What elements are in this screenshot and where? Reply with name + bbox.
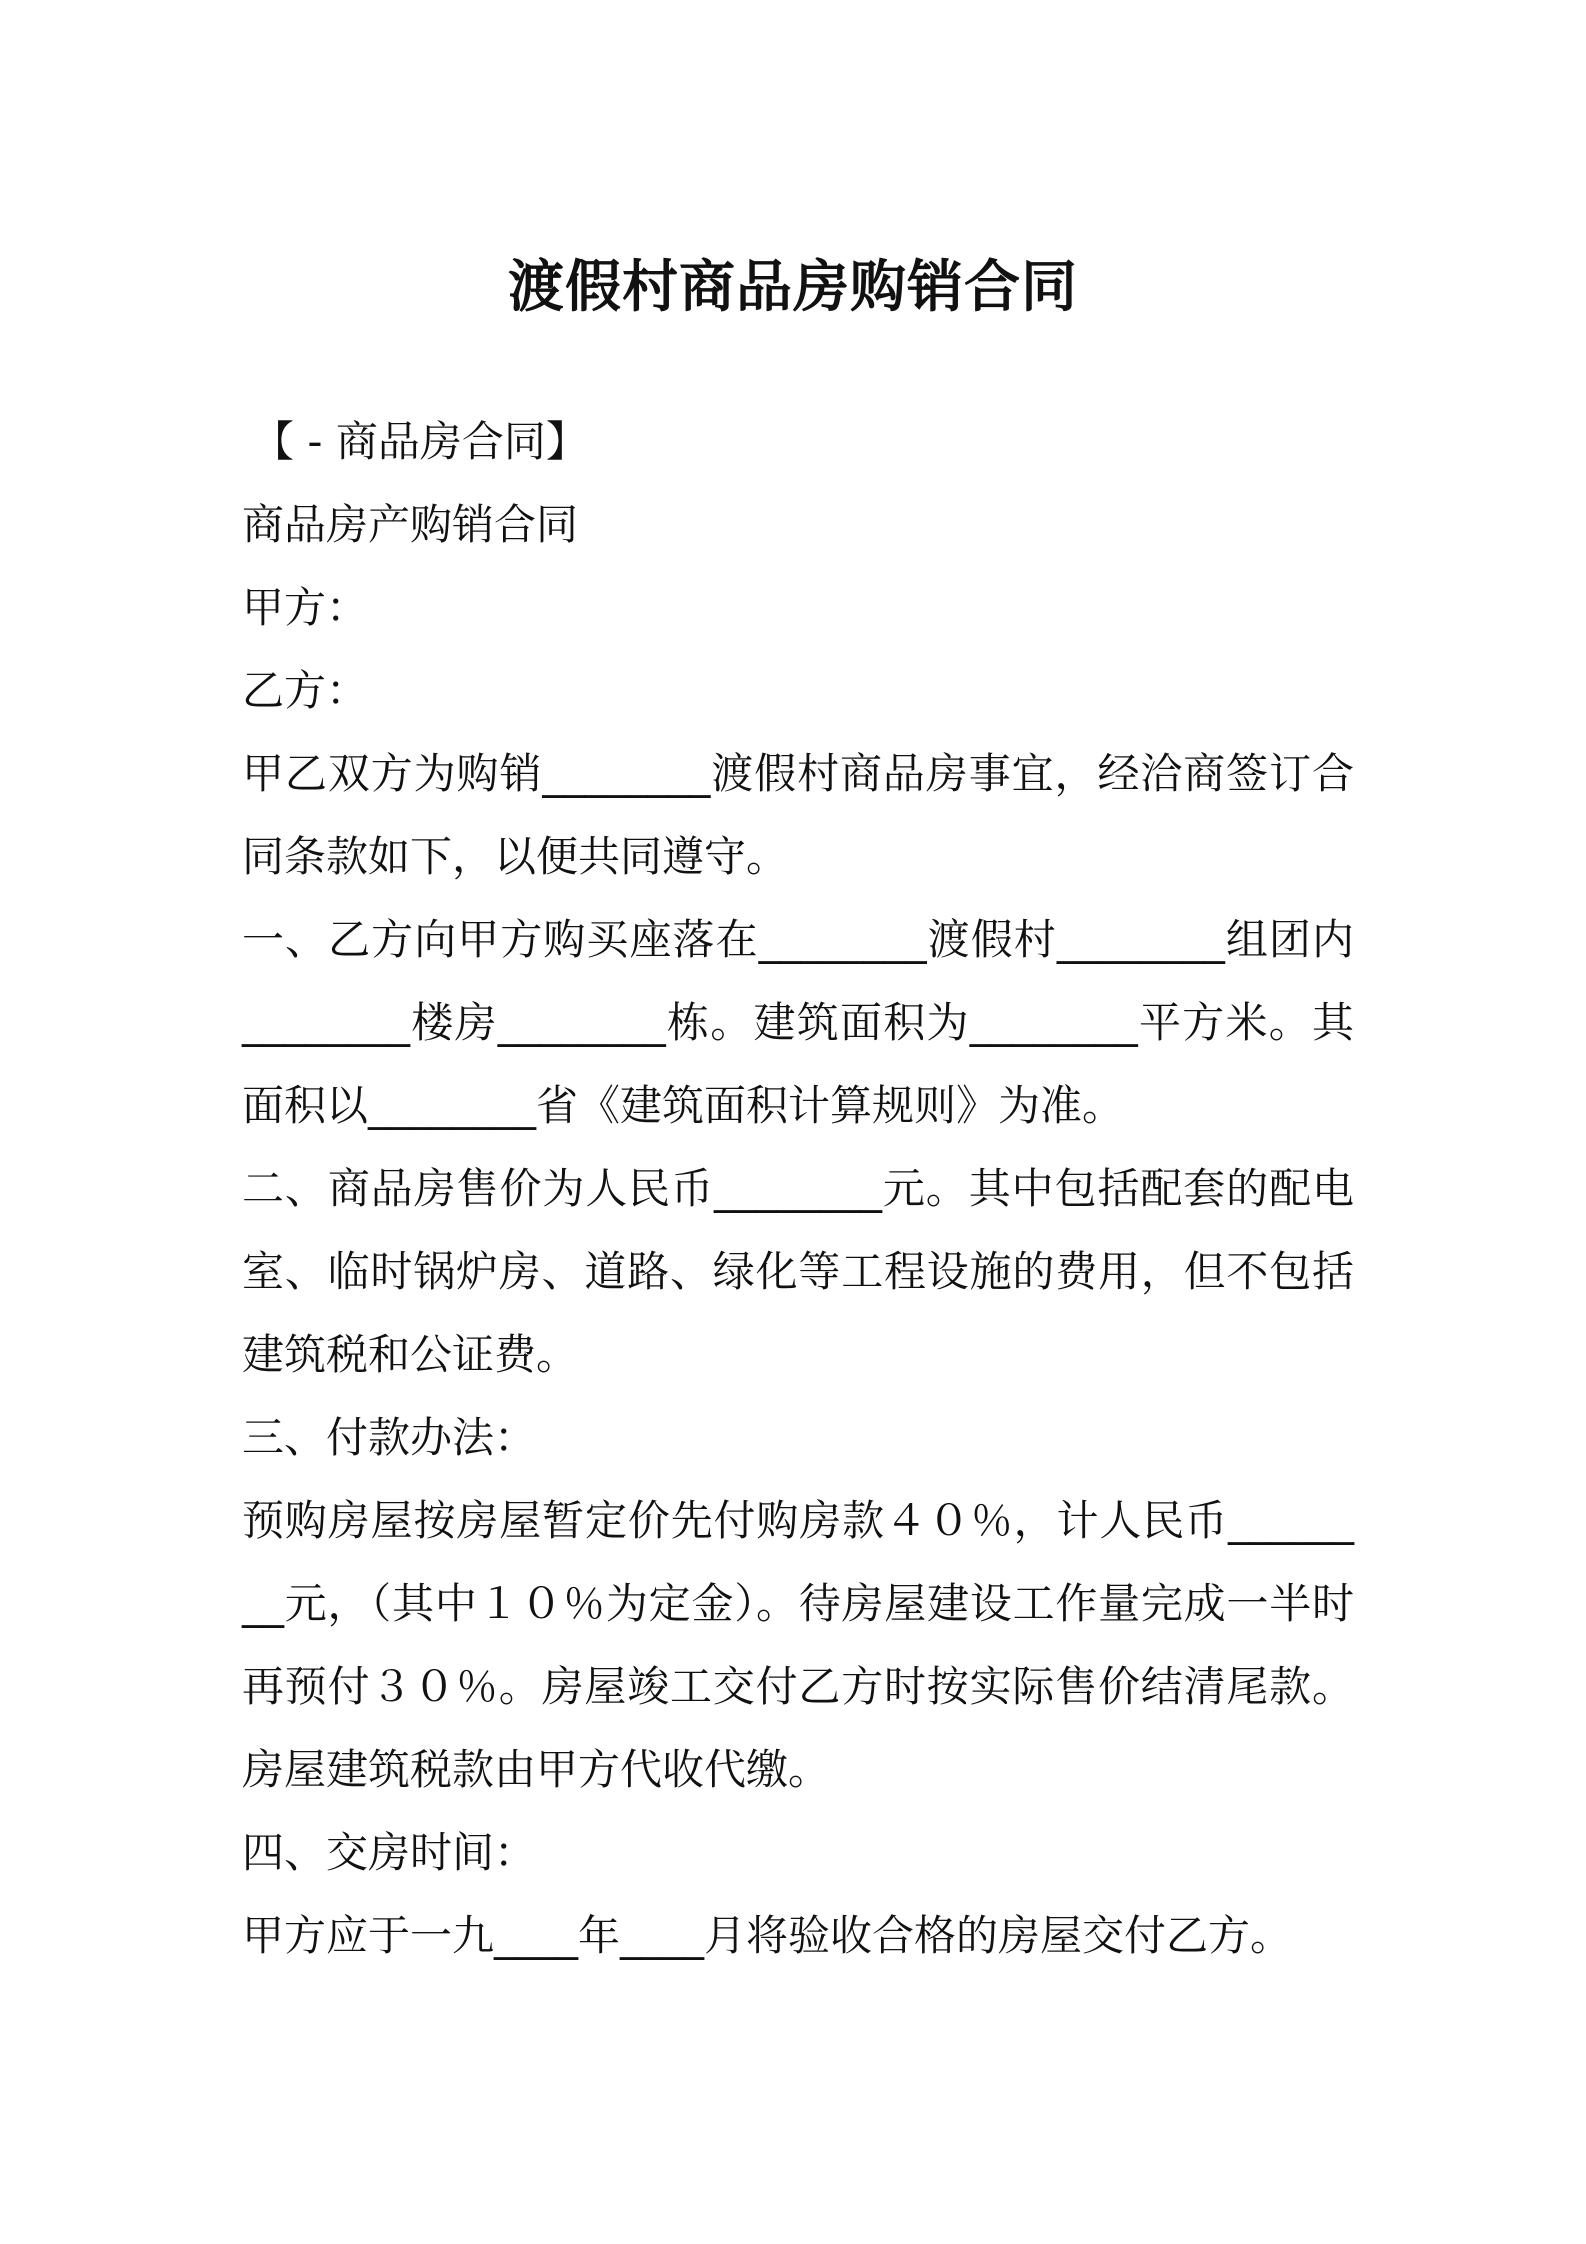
payment-paragraph: 预购房屋按房屋暂定价先付购房款４０％，计人民币________元，（其中１０％为定金）。待房屋建设工作量完成一半时再预付３０％。房屋竣工交付乙方时按实际售价结清尾款。房屋建筑税款由甲方代收代缴。 [242,1496,1354,1794]
party-b-label: 乙方： [242,666,369,715]
document-title: 渡假村商品房购销合同 [508,255,1078,320]
category-tag: 【 - 商品房合同】 [252,417,588,466]
preamble-paragraph: 甲乙双方为购销________渡假村商品房事宜，经洽商签订合同条款如下，以便共同遵守。 [242,749,1354,881]
delivery-paragraph: 甲方应于一九____年____月将验收合格的房屋交付乙方。 [242,1911,1293,1960]
clause-4-heading: 四、交房时间： [242,1828,537,1877]
party-a-label: 甲方： [242,583,369,632]
clause-1-paragraph: 一、乙方向甲方购买座落在________渡假村________组团内________楼房________栋。建筑面积为________平方米。其面积以________省《建筑面积计算规则》为准。 [242,915,1354,1130]
document-body [242,400,1354,1977]
contract-subtitle: 商品房产购销合同 [242,500,579,549]
clause-2-paragraph: 二、商品房售价为人民币________元。其中包括配套的配电室、临时锅炉房、道路、绿化等工程设施的费用，但不包括建筑税和公证费。 [242,1164,1354,1379]
clause-3-heading: 三、付款办法： [242,1413,537,1462]
